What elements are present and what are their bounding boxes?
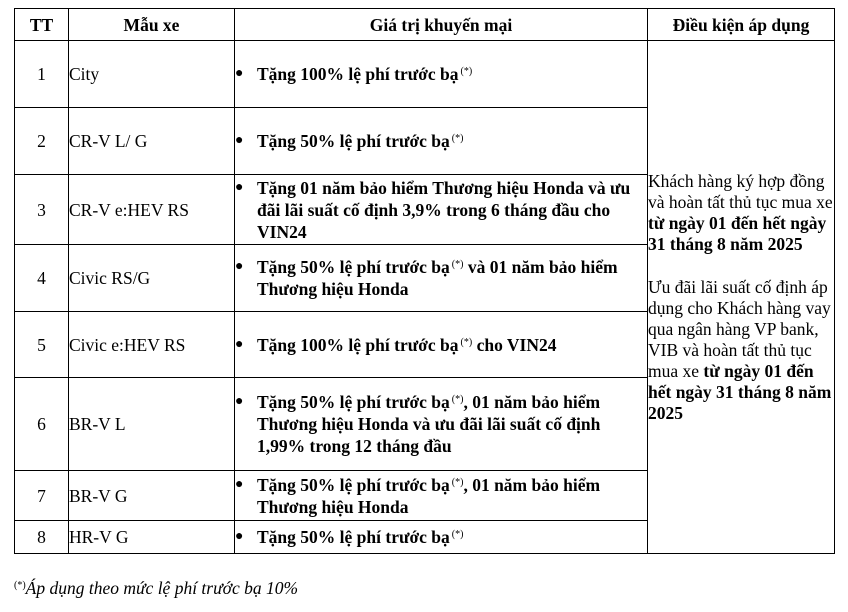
bullet-icon: ● bbox=[235, 179, 244, 195]
bullet-icon: ● bbox=[235, 394, 244, 409]
promotion-cell bbox=[235, 471, 648, 521]
row-number: 5 bbox=[15, 312, 69, 378]
promotion-text: Tặng 50% lệ phí trước bạ (*) bbox=[257, 131, 464, 151]
condition-interest: Ưu đãi lãi suất cố định áp dụng cho Khách hàng vay qua ngân hàng VP bank, VIB và hoàn tất thủ tục mua xe từ ngày 01 đến hết ngày 31 tháng 8 năm 2025 bbox=[648, 276, 832, 423]
header-row bbox=[15, 9, 835, 41]
promotion-cell bbox=[235, 378, 648, 471]
footnote-mark: (*) bbox=[451, 476, 464, 488]
promotion-cell bbox=[235, 41, 648, 108]
footnote-mark: (*) bbox=[460, 336, 473, 348]
model-name: Civic e:HEV RS bbox=[69, 312, 235, 378]
bullet-icon: ● bbox=[235, 259, 244, 274]
row-number: 3 bbox=[15, 175, 69, 245]
promotion-cell bbox=[235, 521, 648, 554]
footnote-mark: (*) bbox=[451, 259, 464, 270]
model-name: BR-V G bbox=[69, 471, 235, 521]
promotion-text: Tặng 100% lệ phí trước bạ (*) bbox=[257, 64, 473, 84]
conditions-cell bbox=[648, 41, 835, 554]
table-row bbox=[15, 41, 835, 108]
header-model: Mẫu xe bbox=[69, 9, 235, 41]
footnote-mark: (*) bbox=[451, 133, 464, 144]
bullet-icon: ● bbox=[235, 133, 244, 148]
footnote-mark: (*) bbox=[14, 580, 26, 591]
footnote bbox=[14, 578, 298, 599]
footnote-text: Áp dụng theo mức lệ phí trước bạ 10% bbox=[25, 578, 299, 598]
condition-purchase: Khách hàng ký hợp đồng và hoàn tất thủ tục mua xe từ ngày 01 đến hết ngày 31 tháng 8 năm 2025 bbox=[648, 170, 833, 254]
row-number: 8 bbox=[15, 521, 69, 554]
promotion-text: Tặng 50% lệ phí trước bạ (*) và 01 năm bảo hiểm Thương hiệu Honda bbox=[257, 257, 618, 299]
row-number: 2 bbox=[15, 108, 69, 175]
row-number: 6 bbox=[15, 378, 69, 471]
row-number: 4 bbox=[15, 245, 69, 312]
header-value: Giá trị khuyến mại bbox=[235, 9, 648, 41]
promotion-text: Tặng 50% lệ phí trước bạ (*), 01 năm bảo hiểm Thương hiệu Honda bbox=[257, 474, 601, 517]
row-number: 1 bbox=[15, 41, 69, 108]
model-name: HR-V G bbox=[69, 521, 235, 554]
model-name: City bbox=[69, 41, 235, 108]
promotion-text: Tặng 50% lệ phí trước bạ (*) bbox=[257, 527, 464, 547]
bullet-icon: ● bbox=[235, 476, 244, 492]
model-name: CR-V e:HEV RS bbox=[69, 175, 235, 245]
row-number: 7 bbox=[15, 471, 69, 521]
promotion-text: Tặng 01 năm bảo hiểm Thương hiệu Honda và ưu đãi lãi suất cố định 3,9% trong 6 tháng đầu cho VIN24 bbox=[257, 177, 631, 242]
header-condition: Điều kiện áp dụng bbox=[648, 9, 835, 41]
promotion-cell bbox=[235, 175, 648, 245]
promotion-table bbox=[14, 8, 835, 554]
promotion-text: Tặng 100% lệ phí trước bạ (*) cho VIN24 bbox=[257, 334, 557, 355]
header-tt: TT bbox=[15, 9, 69, 41]
promotion-text: Tặng 50% lệ phí trước bạ (*), 01 năm bảo hiểm Thương hiệu Honda và ưu đãi lãi suất cố định 1,99% trong 12 tháng đầu bbox=[257, 392, 601, 456]
promotion-cell bbox=[235, 245, 648, 312]
model-name: BR-V L bbox=[69, 378, 235, 471]
promotion-cell bbox=[235, 108, 648, 175]
bullet-icon: ● bbox=[235, 529, 244, 544]
model-name: Civic RS/G bbox=[69, 245, 235, 312]
model-name: CR-V L/ G bbox=[69, 108, 235, 175]
promotion-cell bbox=[235, 312, 648, 378]
bullet-icon: ● bbox=[235, 336, 244, 352]
footnote-mark: (*) bbox=[451, 529, 464, 540]
footnote-mark: (*) bbox=[451, 394, 464, 405]
bullet-icon: ● bbox=[235, 66, 244, 81]
footnote-mark: (*) bbox=[460, 66, 473, 77]
